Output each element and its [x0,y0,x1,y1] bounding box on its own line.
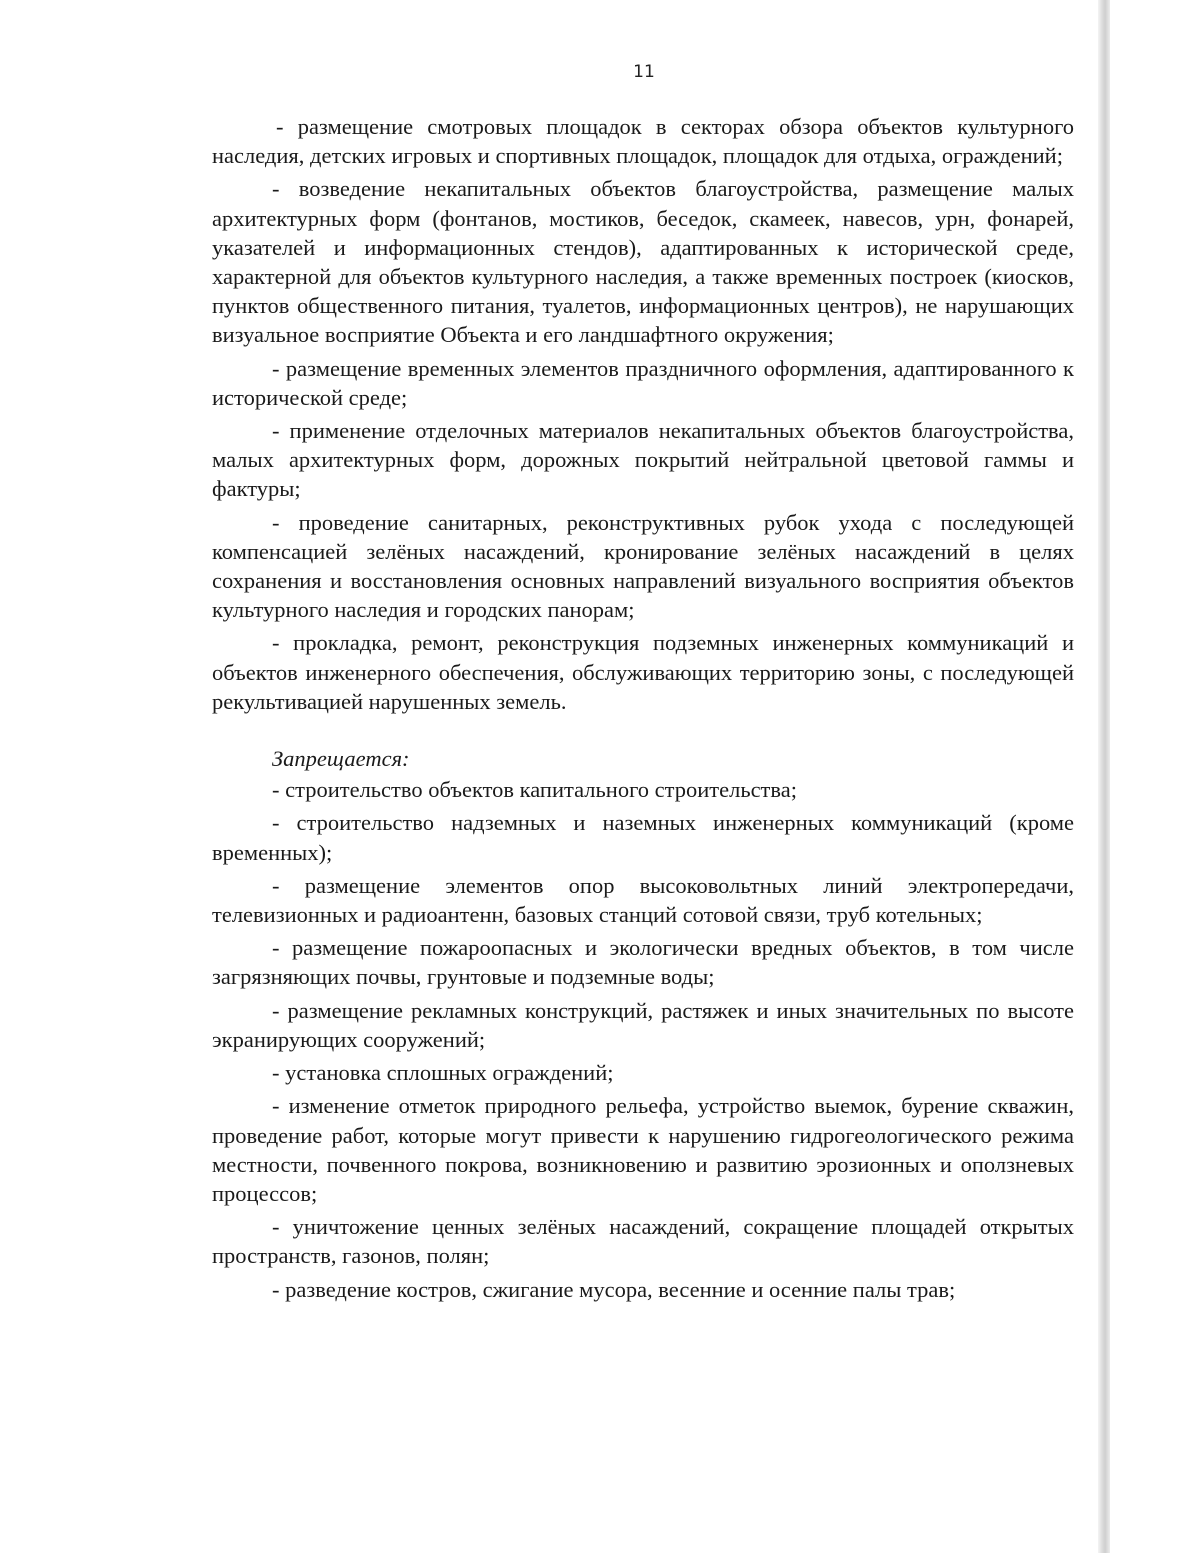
allowed-item: - прокладка, ремонт, реконструкция подземных инженерных коммуникаций и объектов инженерного обеспечения, обслуживающих территорию зоны, с последующей рекультивацией нарушенных земель. [212,630,1074,714]
prohibited-item: - установка сплошных ограждений; [272,1060,614,1086]
document-body [212,112,1074,1308]
allowed-item: - проведение санитарных, реконструктивных рубок ухода с последующей компенсацией зелёных насаждений, кронирование зелёных насаждений в целях сохранения и восстановления основных направлений визуального восприятия объектов культурного наследия и городских панорам; [212,509,1074,623]
allowed-item: - размещение смотровых площадок в секторах обзора объектов культурного наследия, детских игровых и спортивных площадок, площадок для отдыха, ограждений; [212,114,1074,169]
page-edge-shadow [1098,0,1110,1553]
page-number: 11 [633,62,655,82]
prohibited-item: - размещение рекламных конструкций, растяжек и иных значительных по высоте экранирующих сооружений; [212,997,1074,1052]
allowed-item: - возведение некапитальных объектов благоустройства, размещение малых архитектурных форм (фонтанов, мостиков, беседок, скамеек, навесов, урн, фонарей, указателей и информационных стендов), адаптированных к исторической среде, характерной для объектов культурного наследия, а также временных построек (киосков, пунктов общественного питания, туалетов, информационных центров), не нарушающих визуальное восприятие Объекта и его ландшафтного окружения; [212,176,1074,348]
allowed-item: - размещение временных элементов праздничного оформления, адаптированного к исторической среде; [212,355,1074,410]
prohibited-item: - строительство надземных и наземных инженерных коммуникаций (кроме временных); [212,810,1074,865]
prohibited-item: - уничтожение ценных зелёных насаждений, сокращение площадей открытых пространств, газонов, полян; [212,1214,1074,1269]
prohibited-heading: Запрещается: [272,746,410,772]
prohibited-item: - размещение пожароопасных и экологически вредных объектов, в том числе загрязняющих почвы, грунтовые и подземные воды; [212,935,1074,990]
prohibited-item: - разведение костров, сжигание мусора, весенние и осенние палы трав; [272,1276,956,1302]
prohibited-item: - строительство объектов капитального строительства; [272,777,797,803]
allowed-item: - применение отделочных материалов некапитальных объектов благоустройства, малых архитектурных форм, дорожных покрытий нейтральной цветовой гаммы и фактуры; [212,418,1074,502]
prohibited-item: - изменение отметок природного рельефа, устройство выемок, бурение скважин, проведение работ, которые могут привести к нарушению гидрогеологического режима местности, почвенного покрова, возникновению и развитию эрозионных и оползневых процессов; [212,1093,1074,1206]
prohibited-item: - размещение элементов опор высоковольтных линий электропередачи, телевизионных и радиоантенн, базовых станций сотовой связи, труб котельных; [212,872,1074,928]
